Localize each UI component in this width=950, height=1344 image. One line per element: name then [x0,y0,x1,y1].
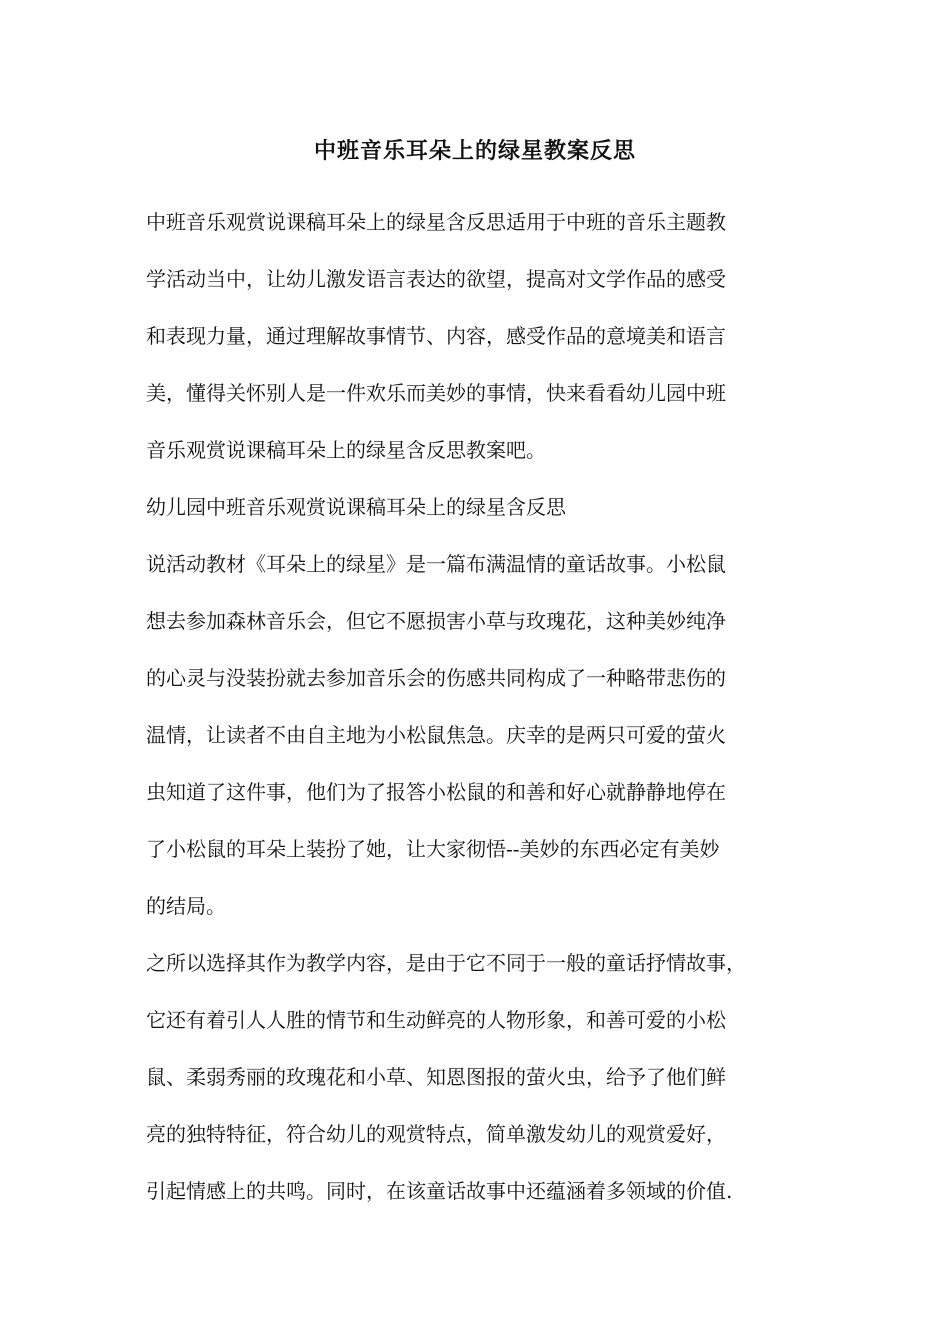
text-line: 说活动教材《耳朵上的绿星》是一篇布满温情的童话故事。小松鼠 [146,552,726,576]
text-line: 温情，让读者不由自主地为小松鼠焦急。庆幸的是两只可爱的萤火 [146,723,726,747]
text-line: 的心灵与没装扮就去参加音乐会的伤感共同构成了一种略带悲伤的 [146,666,726,690]
text-line: 引起情感上的共鸣。同时，在该童话故事中还蕴涵着多领域的价值. [146,1179,733,1203]
text-line: 中班音乐观赏说课稿耳朵上的绿星含反思适用于中班的音乐主题教 [146,210,726,234]
section-heading: 幼儿园中班音乐观赏说课稿耳朵上的绿星含反思 [146,495,566,519]
text-line: 了小松鼠的耳朵上装扮了她，让大家彻悟--美妙的东西必定有美妙 [146,837,720,861]
text-line: 美，懂得关怀别人是一件欢乐而美妙的事情，快来看看幼儿园中班 [146,381,726,405]
text-line: 它还有着引人人胜的情节和生动鲜亮的人物形象，和善可爱的小松 [146,1008,726,1032]
text-line: 虫知道了这件事，他们为了报答小松鼠的和善和好心就静静地停在 [146,780,726,804]
text-line: 鼠、柔弱秀丽的玫瑰花和小草、知恩图报的萤火虫，给予了他们鲜 [146,1065,726,1089]
text-line: 想去参加森林音乐会，但它不愿损害小草与玫瑰花，这种美妙纯净 [146,609,726,633]
text-line: 亮的独特特征，符合幼儿的观赏特点，简单激发幼儿的观赏爱好， [146,1122,726,1146]
text-line: 音乐观赏说课稿耳朵上的绿星含反思教案吧。 [146,438,546,462]
text-line: 之所以选择其作为教学内容，是由于它不同于一般的童话抒情故事， [146,951,746,975]
text-line: 和表现力量，通过理解故事情节、内容，感受作品的意境美和语言 [146,324,726,348]
text-line: 的结局。 [146,894,226,918]
document-title: 中班音乐耳朵上的绿星教案反思 [313,138,636,164]
text-line: 学活动当中，让幼儿激发语言表达的欲望，提高对文学作品的感受 [146,267,726,291]
